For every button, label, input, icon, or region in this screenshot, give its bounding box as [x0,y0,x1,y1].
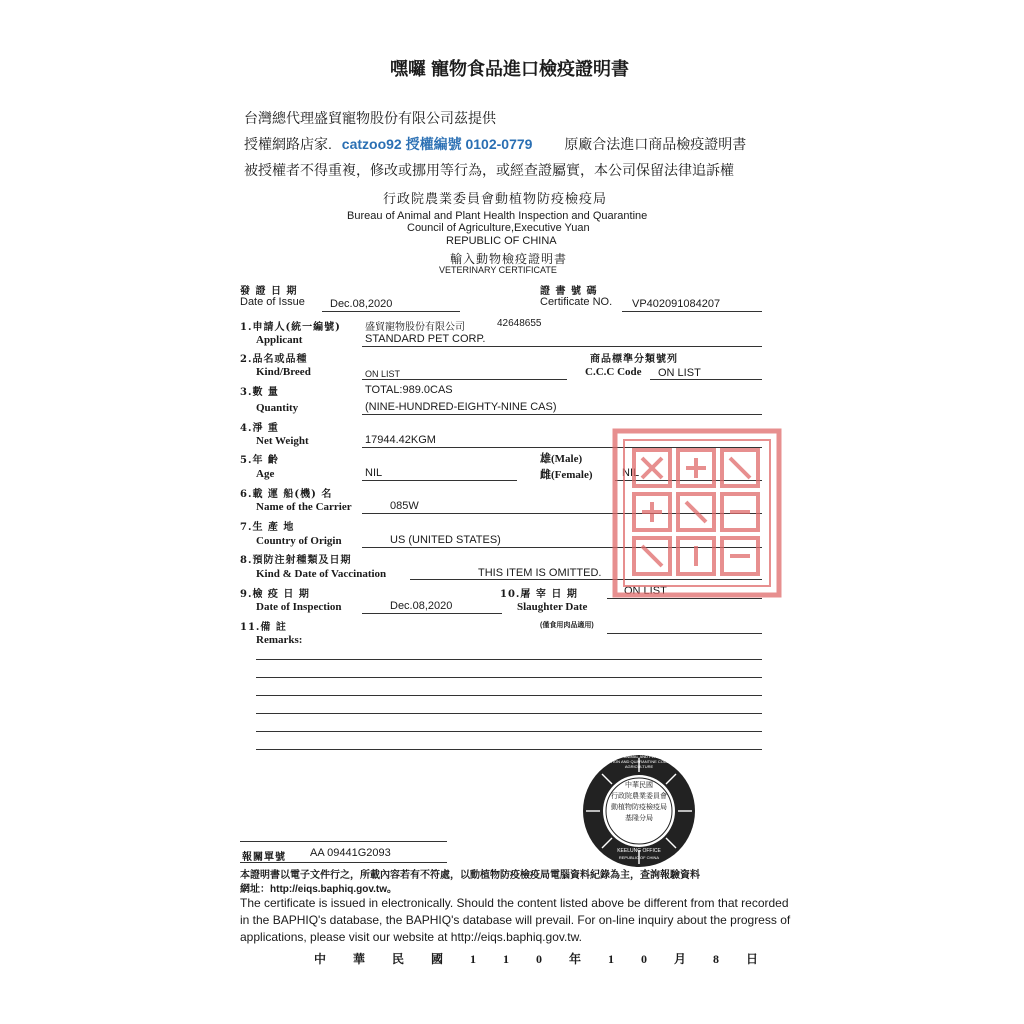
certificate-title-zh: 輸入動物檢疫證明書 [450,252,568,266]
inspection-value: Dec.08,2020 [390,600,453,612]
notice-en-2: in the BAPHIQ's database, the BAPHIQ's database will prevail. For on-line inquiry about the progress of [240,913,791,927]
remarks-line [256,731,762,732]
cert-no-value: VP402091084207 [632,298,721,310]
seal-country: REPUBLIC OF CHINA [618,855,660,860]
slaughter-label-zh: 10.屠 宰 日 期 [500,589,578,600]
page-title: 嘿囉 寵物食品進口檢疫證明書 [390,59,629,79]
report-top-line [240,841,447,842]
certificate-title-en: VETERINARY CERTIFICATE [439,265,557,275]
cert-no-underline [622,311,762,312]
vaccination-label-zh: 8.預防注射種類及日期 [240,555,352,566]
applicant-name-zh: 盛貿寵物股份有限公司 [365,322,465,333]
cert-no-label-en: Certificate NO. [540,296,613,308]
weight-label-zh: 4.淨 重 [240,423,279,434]
kind-value: ON LIST [365,369,401,379]
slaughter-label-en: Slaughter Date [517,601,588,613]
agency-country: REPUBLIC OF CHINA [446,235,557,247]
inspection-label-zh: 9.檢 疫 日 期 [240,589,310,600]
slaughter-note: (僅食用肉品適用) [540,622,594,629]
applicant-value: STANDARD PET CORP. [365,333,486,345]
agency-council: Council of Agriculture,Executive Yuan [407,222,590,234]
distributor-line: 台灣總代理盛貿寵物股份有限公司茲提供 [244,110,496,126]
red-square-stamp [612,428,782,598]
notice-en-1: The certificate is issued in electronically. Should the content listed above be different from that recorded [240,896,789,910]
female-label: 雌(Female) [540,469,593,481]
applicant-underline [362,346,762,347]
seal-office: KEELUNG OFFICE [617,848,661,854]
weight-label-en: Net Weight [256,435,309,447]
quantity-words: (NINE-HUNDRED-EIGHTY-NINE CAS) [365,401,557,413]
report-label: 報關單號 [242,852,286,863]
legal-notice-line: 被授權者不得重複，修改或挪用等行為，或經查證屬實，本公司保留法律追訴權 [244,162,734,178]
notice-zh-2: 網址：http://eiqs.baphiq.gov.tw。 [240,884,398,895]
origin-label-zh: 7.生 產 地 [240,522,295,533]
report-bottom-line [240,862,447,863]
remarks-line [256,677,762,678]
quantity-label-zh: 3.數 量 [240,387,279,398]
age-value: NIL [365,467,383,479]
inspection-label-en: Date of Inspection [256,601,342,613]
authorization-line [244,134,746,154]
issue-date-label-en: Date of Issue [240,296,305,308]
seal-line-4: 基隆分局 [625,815,653,822]
cert-no-label-zh: 證 書 號 碼 [540,286,598,297]
roc-date-line: 中 華 民 國 1 1 0 年 1 0 月 8 日 [314,952,761,966]
agency-name-zh: 行政院農業委員會動植物防疫檢疫局 [383,191,608,206]
notice-zh-1: 本證明書以電子文件行之，所載內容若有不符處，以動植物防疫檢疫局電腦資料紀錄為主，查詢報驗資料 [240,870,700,881]
remarks-line [256,695,762,696]
issue-date-underline [322,311,460,312]
age-label-zh: 5.年 齡 [240,455,279,466]
report-value: AA 09441G2093 [310,847,391,859]
carrier-label-zh: 6.載 運 船(機) 名 [240,489,333,500]
ccc-value: ON LIST [658,367,701,379]
quantity-underline [362,414,762,415]
ccc-label-zh: 商品標準分類號列 [590,354,678,365]
authorization-link[interactable]: catzoo92 授權編號 0102-0779 [341,136,533,152]
seal-ring-text: BUREAU OF ANIMAL AND PLANT HEALTH INSPECTION AND QUARANTINE COUNCIL OF AGRICULTURE [595,754,683,769]
kind-label-en: Kind/Breed [256,366,311,378]
issue-date-value: Dec.08,2020 [330,298,393,310]
applicant-label-en: Applicant [256,334,303,346]
remarks-line [256,713,762,714]
age-label-en: Age [256,468,275,480]
carrier-value: 085W [390,500,419,512]
quantity-total: TOTAL:989.0CAS [365,384,453,396]
weight-value: 17944.42KGM [365,434,436,446]
kind-label-zh: 2.品名或品種 [240,354,308,365]
remarks-line [256,749,762,750]
authorization-prefix: 授權網路店家. [244,136,332,152]
quantity-label-en: Quantity [256,402,299,414]
slaughter-underline [607,598,762,599]
applicant-label-zh: 1.申請人(統一編號) [240,322,341,333]
kind-underline [362,379,567,380]
origin-label-en: Country of Origin [256,535,342,547]
male-label: 雄(Male) [540,453,583,465]
notice-en-3: applications, please visit our website at http://eiqs.baphiq.gov.tw. [240,930,582,944]
age-underline [362,480,517,481]
seal-line-3: 動植物防疫檢疫局 [611,804,667,811]
remarks-line [256,659,762,660]
applicant-id: 42648655 [497,318,542,329]
ccc-underline [650,379,762,380]
seal-line-2: 行政院農業委員會 [611,793,667,800]
ccc-label-en: C.C.C Code [585,366,642,378]
seal-line-1: 中華民國 [625,782,653,789]
authorization-suffix: 原廠合法進口商品檢疫證明書 [564,136,747,152]
remarks-label-zh: 11.備 註 [240,622,287,633]
vaccination-value: THIS ITEM IS OMITTED. [478,567,602,579]
agency-name-en: Bureau of Animal and Plant Health Inspection and Quarantine [347,210,648,222]
vaccination-label-en: Kind & Date of Vaccination [256,568,387,580]
carrier-label-en: Name of the Carrier [256,501,352,513]
remarks-top-underline [607,633,762,634]
sex-value: NIL [622,467,640,479]
official-seal [580,752,698,870]
slaughter-value: ON LIST [624,585,667,597]
inspection-underline [362,613,502,614]
remarks-label-en: Remarks: [256,634,303,646]
origin-value: US (UNITED STATES) [390,534,501,546]
issue-date-label-zh: 發 證 日 期 [240,286,298,297]
